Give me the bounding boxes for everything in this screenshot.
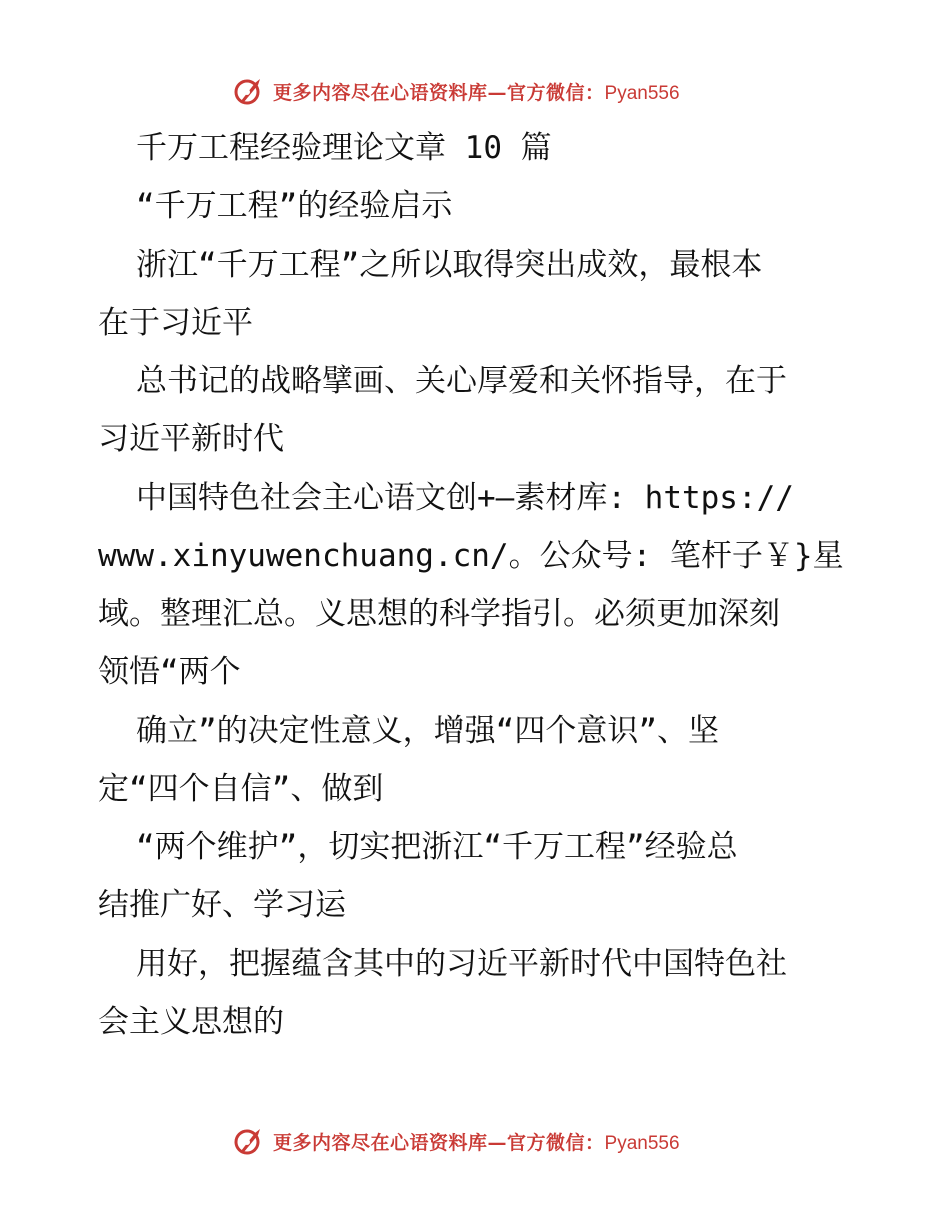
paragraph-line: 总书记的战略擘画、关心厚爱和关怀指导，在于 bbox=[136, 363, 787, 399]
paragraph-line: 确立”的决定性意义，增强“四个意识”、坚 bbox=[136, 713, 719, 749]
paragraph-line: 习近平新时代 bbox=[98, 421, 284, 457]
pen-logo-icon bbox=[233, 75, 265, 107]
pen-logo-icon bbox=[233, 1125, 265, 1157]
paragraph-line: www.xinyuwenchuang.cn/。公众号: 笔杆子￥}星 bbox=[98, 538, 844, 574]
paragraph-line: “千万工程”的经验启示 bbox=[136, 188, 453, 224]
footer-banner-text: 更多内容尽在心语资料库—官方微信：Pyan556 bbox=[273, 1131, 680, 1154]
paragraph-line: 领悟“两个 bbox=[98, 654, 241, 690]
paragraph-line: 中国特色社会主心语文创+—素材库: https:// bbox=[136, 480, 794, 516]
paragraph-line: 在于习近平 bbox=[98, 305, 253, 341]
footer-banner[interactable] bbox=[233, 1121, 680, 1161]
wechat-id: Pyan556 bbox=[604, 1132, 680, 1154]
paragraph-line: 会主义思想的 bbox=[98, 1004, 284, 1040]
paragraph-line: 浙江“千万工程”之所以取得突出成效，最根本 bbox=[136, 247, 763, 283]
header-banner[interactable] bbox=[233, 71, 680, 111]
paragraph-line: 定“四个自信”、做到 bbox=[98, 771, 384, 807]
paragraph-line: “两个维护”，切实把浙江“千万工程”经验总 bbox=[136, 829, 738, 865]
wechat-id: Pyan556 bbox=[604, 82, 680, 104]
paragraph-line: 用好，把握蕴含其中的习近平新时代中国特色社 bbox=[136, 946, 787, 982]
header-banner-text: 更多内容尽在心语资料库—官方微信：Pyan556 bbox=[273, 81, 680, 104]
paragraph-line: 结推广好、学习运 bbox=[98, 887, 346, 923]
paragraph-line: 域。整理汇总。义思想的科学指引。必须更加深刻 bbox=[98, 596, 780, 632]
document-title: 千万工程经验理论文章 10 篇 bbox=[136, 130, 552, 166]
